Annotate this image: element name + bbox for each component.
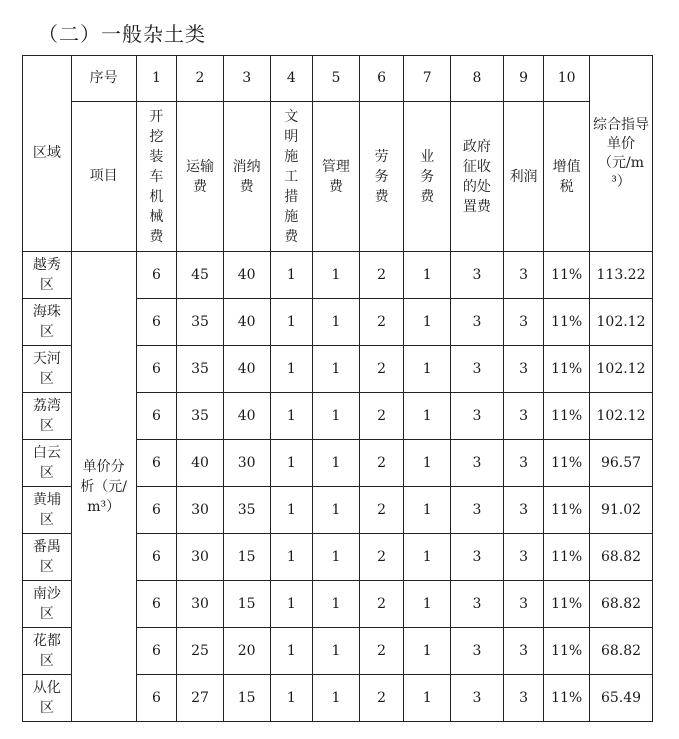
price-table xyxy=(22,55,653,722)
value-cell: 3 xyxy=(451,299,504,346)
region-cell: 越秀区 xyxy=(23,252,72,299)
value-cell: 1 xyxy=(404,346,451,393)
region-cell: 番禺区 xyxy=(23,534,72,581)
value-cell: 3 xyxy=(451,581,504,628)
value-cell: 11% xyxy=(544,487,590,534)
total-price-cell: 113.22 xyxy=(590,252,653,299)
value-cell: 11% xyxy=(544,346,590,393)
col-num-9: 9 xyxy=(503,56,544,102)
value-cell: 1 xyxy=(404,487,451,534)
value-cell: 3 xyxy=(503,487,544,534)
value-cell: 11% xyxy=(544,675,590,722)
value-cell: 3 xyxy=(503,440,544,487)
value-cell: 30 xyxy=(177,581,224,628)
value-cell: 11% xyxy=(544,252,590,299)
value-cell: 3 xyxy=(503,534,544,581)
value-cell: 1 xyxy=(404,675,451,722)
section-title: （二）一般杂土类 xyxy=(38,22,206,46)
value-cell: 1 xyxy=(313,440,360,487)
value-cell: 40 xyxy=(177,440,224,487)
col-header-government-fee: 政府征收的处置费 xyxy=(451,102,504,252)
value-cell: 3 xyxy=(451,534,504,581)
value-cell: 11% xyxy=(544,440,590,487)
value-cell: 40 xyxy=(223,299,270,346)
value-cell: 1 xyxy=(270,393,313,440)
value-cell: 3 xyxy=(451,393,504,440)
total-price-cell: 102.12 xyxy=(590,393,653,440)
col-header-civilized-construction: 文明施工措施费 xyxy=(270,102,313,252)
value-cell: 6 xyxy=(136,299,177,346)
value-cell: 3 xyxy=(503,393,544,440)
value-cell: 1 xyxy=(404,393,451,440)
value-cell: 3 xyxy=(451,628,504,675)
value-cell: 1 xyxy=(313,346,360,393)
value-cell: 1 xyxy=(313,581,360,628)
total-price-cell: 102.12 xyxy=(590,299,653,346)
value-cell: 6 xyxy=(136,346,177,393)
value-cell: 3 xyxy=(503,299,544,346)
value-cell: 40 xyxy=(223,346,270,393)
value-cell: 11% xyxy=(544,581,590,628)
value-cell: 1 xyxy=(270,299,313,346)
col-num-1: 1 xyxy=(136,56,177,102)
region-cell: 白云区 xyxy=(23,440,72,487)
value-cell: 11% xyxy=(544,628,590,675)
col-header-transport: 运输费 xyxy=(177,102,224,252)
value-cell: 1 xyxy=(404,581,451,628)
col-header-business: 业务费 xyxy=(404,102,451,252)
col-header-excavation: 开挖装车机械费 xyxy=(136,102,177,252)
value-cell: 1 xyxy=(404,628,451,675)
value-cell: 1 xyxy=(313,675,360,722)
value-cell: 3 xyxy=(503,346,544,393)
value-cell: 45 xyxy=(177,252,224,299)
value-cell: 1 xyxy=(313,534,360,581)
value-cell: 1 xyxy=(270,252,313,299)
col-num-2: 2 xyxy=(177,56,224,102)
region-cell: 黄埔区 xyxy=(23,487,72,534)
value-cell: 1 xyxy=(270,487,313,534)
col-num-5: 5 xyxy=(313,56,360,102)
col-header-management: 管理费 xyxy=(313,102,360,252)
col-header-vat: 增值税 xyxy=(544,102,590,252)
item-cell: 单价分析（元/m³） xyxy=(71,252,136,722)
value-cell: 1 xyxy=(270,628,313,675)
value-cell: 6 xyxy=(136,393,177,440)
value-cell: 2 xyxy=(359,675,404,722)
value-cell: 6 xyxy=(136,252,177,299)
value-cell: 1 xyxy=(313,628,360,675)
value-cell: 1 xyxy=(404,252,451,299)
col-num-7: 7 xyxy=(404,56,451,102)
value-cell: 30 xyxy=(177,487,224,534)
col-num-4: 4 xyxy=(270,56,313,102)
col-num-6: 6 xyxy=(359,56,404,102)
total-price-cell: 68.82 xyxy=(590,534,653,581)
value-cell: 27 xyxy=(177,675,224,722)
total-price-cell: 96.57 xyxy=(590,440,653,487)
value-cell: 6 xyxy=(136,487,177,534)
value-cell: 6 xyxy=(136,628,177,675)
value-cell: 1 xyxy=(270,675,313,722)
value-cell: 6 xyxy=(136,581,177,628)
value-cell: 35 xyxy=(177,299,224,346)
value-cell: 1 xyxy=(270,346,313,393)
col-header-labor: 劳务费 xyxy=(359,102,404,252)
value-cell: 3 xyxy=(503,675,544,722)
region-cell: 花都区 xyxy=(23,628,72,675)
value-cell: 40 xyxy=(223,393,270,440)
total-price-cell: 65.49 xyxy=(590,675,653,722)
value-cell: 1 xyxy=(270,534,313,581)
value-cell: 11% xyxy=(544,534,590,581)
value-cell: 3 xyxy=(503,252,544,299)
value-cell: 1 xyxy=(404,534,451,581)
value-cell: 2 xyxy=(359,299,404,346)
value-cell: 1 xyxy=(404,299,451,346)
value-cell: 3 xyxy=(451,675,504,722)
value-cell: 30 xyxy=(223,440,270,487)
value-cell: 15 xyxy=(223,534,270,581)
col-num-10: 10 xyxy=(544,56,590,102)
value-cell: 6 xyxy=(136,675,177,722)
value-cell: 3 xyxy=(503,581,544,628)
value-cell: 2 xyxy=(359,346,404,393)
value-cell: 1 xyxy=(313,393,360,440)
value-cell: 11% xyxy=(544,393,590,440)
value-cell: 2 xyxy=(359,252,404,299)
total-price-cell: 68.82 xyxy=(590,628,653,675)
value-cell: 6 xyxy=(136,440,177,487)
region-cell: 荔湾区 xyxy=(23,393,72,440)
value-cell: 1 xyxy=(313,487,360,534)
value-cell: 3 xyxy=(503,628,544,675)
value-cell: 30 xyxy=(177,534,224,581)
value-cell: 40 xyxy=(223,252,270,299)
col-num-8: 8 xyxy=(451,56,504,102)
value-cell: 3 xyxy=(451,487,504,534)
value-cell: 20 xyxy=(223,628,270,675)
total-price-cell: 102.12 xyxy=(590,346,653,393)
value-cell: 11% xyxy=(544,299,590,346)
value-cell: 2 xyxy=(359,393,404,440)
total-price-cell: 91.02 xyxy=(590,487,653,534)
total-price-cell: 68.82 xyxy=(590,581,653,628)
total-price-header: 综合指导单价（元/m³） xyxy=(590,56,653,252)
value-cell: 1 xyxy=(313,299,360,346)
col-header-profit: 利润 xyxy=(503,102,544,252)
value-cell: 2 xyxy=(359,487,404,534)
value-cell: 2 xyxy=(359,440,404,487)
region-header: 区域 xyxy=(23,56,72,252)
value-cell: 3 xyxy=(451,252,504,299)
seq-header: 序号 xyxy=(71,56,136,102)
col-num-3: 3 xyxy=(223,56,270,102)
value-cell: 2 xyxy=(359,534,404,581)
value-cell: 15 xyxy=(223,581,270,628)
value-cell: 1 xyxy=(313,252,360,299)
value-cell: 35 xyxy=(223,487,270,534)
region-cell: 海珠区 xyxy=(23,299,72,346)
value-cell: 3 xyxy=(451,346,504,393)
value-cell: 1 xyxy=(404,440,451,487)
value-cell: 1 xyxy=(270,581,313,628)
col-header-disposal: 消纳费 xyxy=(223,102,270,252)
value-cell: 3 xyxy=(451,440,504,487)
value-cell: 35 xyxy=(177,346,224,393)
value-cell: 2 xyxy=(359,628,404,675)
value-cell: 25 xyxy=(177,628,224,675)
region-cell: 天河区 xyxy=(23,346,72,393)
table-row xyxy=(23,252,653,299)
value-cell: 1 xyxy=(270,440,313,487)
value-cell: 35 xyxy=(177,393,224,440)
value-cell: 15 xyxy=(223,675,270,722)
region-cell: 南沙区 xyxy=(23,581,72,628)
region-cell: 从化区 xyxy=(23,675,72,722)
value-cell: 6 xyxy=(136,534,177,581)
item-header: 项目 xyxy=(71,102,136,252)
value-cell: 2 xyxy=(359,581,404,628)
